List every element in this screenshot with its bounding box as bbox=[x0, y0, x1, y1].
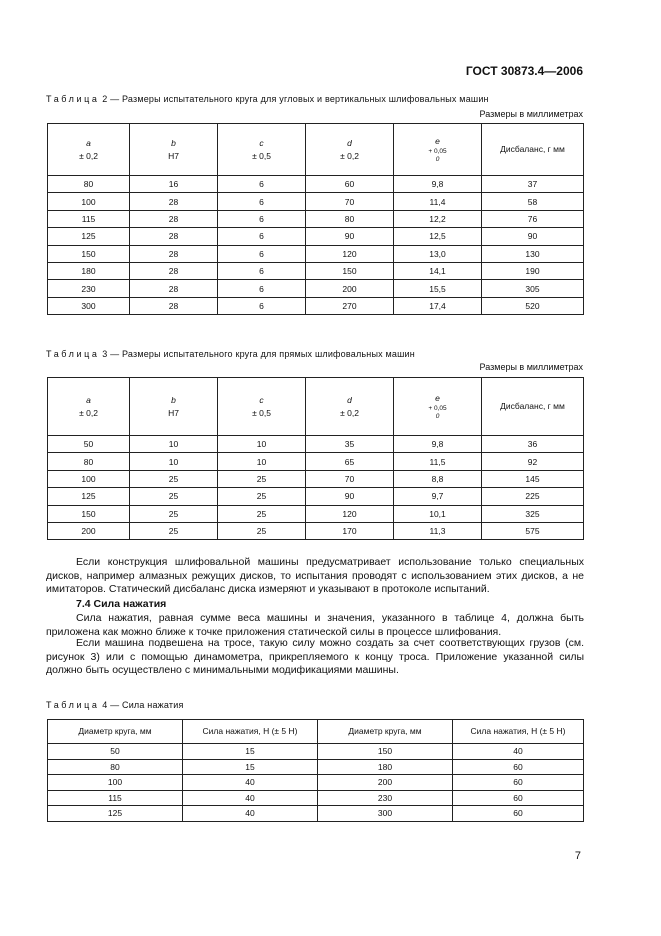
table3-header-row bbox=[48, 378, 584, 436]
table-cell: 9,8 bbox=[394, 176, 482, 193]
table3-caption-prefix: Таблица bbox=[46, 349, 100, 359]
table-cell: 70 bbox=[306, 470, 394, 487]
header-letter: e bbox=[435, 393, 440, 403]
table-cell: 200 bbox=[48, 522, 130, 539]
table-cell: 25 bbox=[130, 470, 218, 487]
header-tolerance: ± 0,5 bbox=[252, 150, 271, 161]
document-header: ГОСТ 30873.4—2006 bbox=[465, 64, 583, 78]
paragraph-cable bbox=[46, 637, 584, 678]
table-cell: 15,5 bbox=[394, 280, 482, 297]
table-row bbox=[48, 806, 584, 822]
table-cell: 8,8 bbox=[394, 470, 482, 487]
table-cell: 60 bbox=[306, 176, 394, 193]
table3-header-imbalance: Дисбаланс, г мм bbox=[482, 378, 584, 436]
table3-body bbox=[48, 436, 584, 540]
table-cell: 115 bbox=[48, 790, 183, 806]
table-cell: 150 bbox=[48, 245, 130, 262]
table-row bbox=[48, 505, 584, 522]
table-cell: 13,0 bbox=[394, 245, 482, 262]
table2-caption-prefix: Таблица bbox=[46, 94, 100, 104]
table2-header-row bbox=[48, 124, 584, 176]
header-tolerance: ± 0,2 bbox=[340, 150, 359, 161]
table-cell: 150 bbox=[306, 262, 394, 279]
table3-header-e bbox=[394, 378, 482, 436]
header-tol-upper: + 0,05 bbox=[428, 405, 447, 412]
table2-header-imbalance: Дисбаланс, г мм bbox=[482, 124, 584, 176]
table-cell: 6 bbox=[218, 262, 306, 279]
table3-caption bbox=[46, 349, 415, 359]
table-cell: 115 bbox=[48, 210, 130, 227]
table-cell: 225 bbox=[482, 488, 584, 505]
table-row bbox=[48, 488, 584, 505]
paragraph-text: Сила нажатия, равная сумме веса машины и значения, указанного в таблице 4, должна быть приложена как можно ближе к точке приложения статической силы в процессе шлифования. bbox=[46, 612, 584, 638]
table-cell: 180 bbox=[48, 262, 130, 279]
table-cell: 40 bbox=[183, 775, 318, 791]
table-cell: 25 bbox=[218, 488, 306, 505]
table-cell: 28 bbox=[130, 193, 218, 210]
table4-caption bbox=[46, 700, 184, 710]
table-cell: 17,4 bbox=[394, 297, 482, 314]
table-cell: 180 bbox=[318, 759, 453, 775]
table3-units: Размеры в миллиметрах bbox=[479, 362, 583, 372]
header-tolerance: H7 bbox=[168, 407, 179, 418]
table3-header-c bbox=[218, 378, 306, 436]
table-cell: 36 bbox=[482, 436, 584, 453]
table-cell: 10 bbox=[130, 436, 218, 453]
table2-header-b bbox=[130, 124, 218, 176]
table-cell: 90 bbox=[306, 488, 394, 505]
table-row bbox=[48, 744, 584, 760]
table-cell: 80 bbox=[48, 176, 130, 193]
table-cell: 90 bbox=[306, 228, 394, 245]
table-cell: 100 bbox=[48, 193, 130, 210]
table-cell: 28 bbox=[130, 262, 218, 279]
table-cell: 125 bbox=[48, 806, 183, 822]
header-tol-lower: 0 bbox=[435, 156, 440, 163]
table-row bbox=[48, 759, 584, 775]
table-cell: 200 bbox=[318, 775, 453, 791]
table2-caption-rest: 2 — Размеры испытательного круга для угловых и вертикальных шлифовальных машин bbox=[99, 94, 489, 104]
table3-header-b bbox=[130, 378, 218, 436]
table-cell: 25 bbox=[218, 470, 306, 487]
table-cell: 130 bbox=[482, 245, 584, 262]
table3-caption-rest: 3 — Размеры испытательного круга для прямых шлифовальных машин bbox=[99, 349, 415, 359]
table-row bbox=[48, 228, 584, 245]
table2-caption bbox=[46, 94, 489, 104]
table-cell: 12,2 bbox=[394, 210, 482, 227]
table-cell: 28 bbox=[130, 228, 218, 245]
header-letter: e bbox=[435, 136, 440, 146]
table-cell: 80 bbox=[48, 759, 183, 775]
header-letter: a bbox=[86, 137, 91, 148]
table-cell: 25 bbox=[130, 488, 218, 505]
table4-caption-rest: 4 — Сила нажатия bbox=[99, 700, 184, 710]
table2-units: Размеры в миллиметрах bbox=[479, 109, 583, 119]
table-cell: 60 bbox=[453, 790, 584, 806]
table-cell: 170 bbox=[306, 522, 394, 539]
table-row bbox=[48, 470, 584, 487]
table2-header-c bbox=[218, 124, 306, 176]
table-cell: 145 bbox=[482, 470, 584, 487]
table-cell: 230 bbox=[318, 790, 453, 806]
table-cell: 230 bbox=[48, 280, 130, 297]
header-letter: d bbox=[347, 394, 352, 405]
table-row bbox=[48, 790, 584, 806]
table-cell: 575 bbox=[482, 522, 584, 539]
table-cell: 28 bbox=[130, 210, 218, 227]
header-letter: d bbox=[347, 137, 352, 148]
table-cell: 70 bbox=[306, 193, 394, 210]
header-tolerance: ± 0,2 bbox=[79, 407, 98, 418]
table3 bbox=[47, 377, 584, 540]
table-row bbox=[48, 193, 584, 210]
table-cell: 12,5 bbox=[394, 228, 482, 245]
table-cell: 150 bbox=[318, 744, 453, 760]
table-cell: 11,3 bbox=[394, 522, 482, 539]
header-letter: b bbox=[171, 394, 176, 405]
table-cell: 40 bbox=[183, 790, 318, 806]
table-cell: 270 bbox=[306, 297, 394, 314]
paragraph-special-discs bbox=[46, 556, 584, 597]
table-cell: 10 bbox=[218, 436, 306, 453]
table-cell: 60 bbox=[453, 775, 584, 791]
header-tol-upper: + 0,05 bbox=[428, 148, 447, 155]
table-cell: 9,7 bbox=[394, 488, 482, 505]
header-tolerance: ± 0,2 bbox=[340, 407, 359, 418]
table-cell: 120 bbox=[306, 245, 394, 262]
table-cell: 14,1 bbox=[394, 262, 482, 279]
table-cell: 190 bbox=[482, 262, 584, 279]
table-cell: 28 bbox=[130, 280, 218, 297]
table2-header-d bbox=[306, 124, 394, 176]
table-cell: 25 bbox=[130, 505, 218, 522]
table4-header-force-2: Сила нажатия, Н (± 5 Н) bbox=[453, 720, 584, 744]
header-letter: a bbox=[86, 394, 91, 405]
table-cell: 40 bbox=[183, 806, 318, 822]
table-cell: 92 bbox=[482, 453, 584, 470]
header-tol-lower: 0 bbox=[435, 413, 440, 420]
table-row bbox=[48, 210, 584, 227]
table2-body bbox=[48, 176, 584, 315]
table-cell: 200 bbox=[306, 280, 394, 297]
table4-header-diameter-2: Диаметр круга, мм bbox=[318, 720, 453, 744]
table2-header-a bbox=[48, 124, 130, 176]
table-cell: 16 bbox=[130, 176, 218, 193]
table-cell: 6 bbox=[218, 228, 306, 245]
table-cell: 28 bbox=[130, 245, 218, 262]
header-tolerance: ± 0,2 bbox=[79, 150, 98, 161]
table-cell: 100 bbox=[48, 470, 130, 487]
header-letter: c bbox=[259, 394, 264, 405]
table-cell: 10 bbox=[130, 453, 218, 470]
table-cell: 25 bbox=[130, 522, 218, 539]
table3-header-d bbox=[306, 378, 394, 436]
table-cell: 25 bbox=[218, 522, 306, 539]
table-cell: 80 bbox=[48, 453, 130, 470]
table-cell: 90 bbox=[482, 228, 584, 245]
table-row bbox=[48, 297, 584, 314]
table-cell: 10 bbox=[218, 453, 306, 470]
table-row bbox=[48, 522, 584, 539]
section-title: 7.4 Сила нажатия bbox=[76, 598, 167, 610]
table-cell: 125 bbox=[48, 228, 130, 245]
table4-header-row bbox=[48, 720, 584, 744]
table-cell: 15 bbox=[183, 744, 318, 760]
table-cell: 25 bbox=[218, 505, 306, 522]
table-cell: 150 bbox=[48, 505, 130, 522]
table-cell: 120 bbox=[306, 505, 394, 522]
table-cell: 50 bbox=[48, 436, 130, 453]
table-row bbox=[48, 176, 584, 193]
table-cell: 325 bbox=[482, 505, 584, 522]
paragraph-text: Если конструкция шлифовальной машины предусматривает использование только специальных дисков, например алмазных режущих дисков, то испытания проводят с использованием этих дисков, а не имитаторов. Статический дисбаланс диска измеряют и указывают в протоколе испытаний. bbox=[46, 556, 584, 595]
table-row bbox=[48, 280, 584, 297]
table-cell: 11,4 bbox=[394, 193, 482, 210]
header-letter: b bbox=[171, 137, 176, 148]
table-cell: 58 bbox=[482, 193, 584, 210]
table-row bbox=[48, 262, 584, 279]
table-cell: 15 bbox=[183, 759, 318, 775]
table-cell: 300 bbox=[48, 297, 130, 314]
table-cell: 65 bbox=[306, 453, 394, 470]
table-row bbox=[48, 436, 584, 453]
table-row bbox=[48, 775, 584, 791]
table-cell: 100 bbox=[48, 775, 183, 791]
table-cell: 300 bbox=[318, 806, 453, 822]
table-cell: 6 bbox=[218, 280, 306, 297]
table-cell: 28 bbox=[130, 297, 218, 314]
header-tolerance: ± 0,5 bbox=[252, 407, 271, 418]
table-cell: 50 bbox=[48, 744, 183, 760]
table-cell: 520 bbox=[482, 297, 584, 314]
table-cell: 80 bbox=[306, 210, 394, 227]
table4-header-diameter-1: Диаметр круга, мм bbox=[48, 720, 183, 744]
table-cell: 6 bbox=[218, 176, 306, 193]
table-cell: 60 bbox=[453, 806, 584, 822]
table-cell: 6 bbox=[218, 297, 306, 314]
table-cell: 40 bbox=[453, 744, 584, 760]
table-row bbox=[48, 453, 584, 470]
table-cell: 6 bbox=[218, 193, 306, 210]
table4 bbox=[47, 719, 584, 822]
paragraph-force bbox=[46, 612, 584, 639]
table-cell: 60 bbox=[453, 759, 584, 775]
header-letter: c bbox=[259, 137, 264, 148]
table-cell: 305 bbox=[482, 280, 584, 297]
table2-header-e bbox=[394, 124, 482, 176]
table4-header-force-1: Сила нажатия, Н (± 5 Н) bbox=[183, 720, 318, 744]
page-number: 7 bbox=[574, 850, 581, 862]
table3-header-a bbox=[48, 378, 130, 436]
paragraph-text: Если машина подвешена на тросе, такую силу можно создать за счет соответствующих грузов (см. рисунок 3) или с помощью динамометра, прикрепляемого к концу троса. Приложение указанной силы должно быть осуществлено с минимальными модификациями машины. bbox=[46, 637, 584, 676]
header-tolerance: H7 bbox=[168, 150, 179, 161]
table-cell: 37 bbox=[482, 176, 584, 193]
table-cell: 6 bbox=[218, 245, 306, 262]
table-cell: 125 bbox=[48, 488, 130, 505]
table-row bbox=[48, 245, 584, 262]
table2 bbox=[47, 123, 584, 315]
table-cell: 35 bbox=[306, 436, 394, 453]
table4-body bbox=[48, 744, 584, 822]
table-cell: 11,5 bbox=[394, 453, 482, 470]
table4-caption-prefix: Таблица bbox=[46, 700, 100, 710]
table-cell: 10,1 bbox=[394, 505, 482, 522]
table-cell: 76 bbox=[482, 210, 584, 227]
table-cell: 9,8 bbox=[394, 436, 482, 453]
table-cell: 6 bbox=[218, 210, 306, 227]
